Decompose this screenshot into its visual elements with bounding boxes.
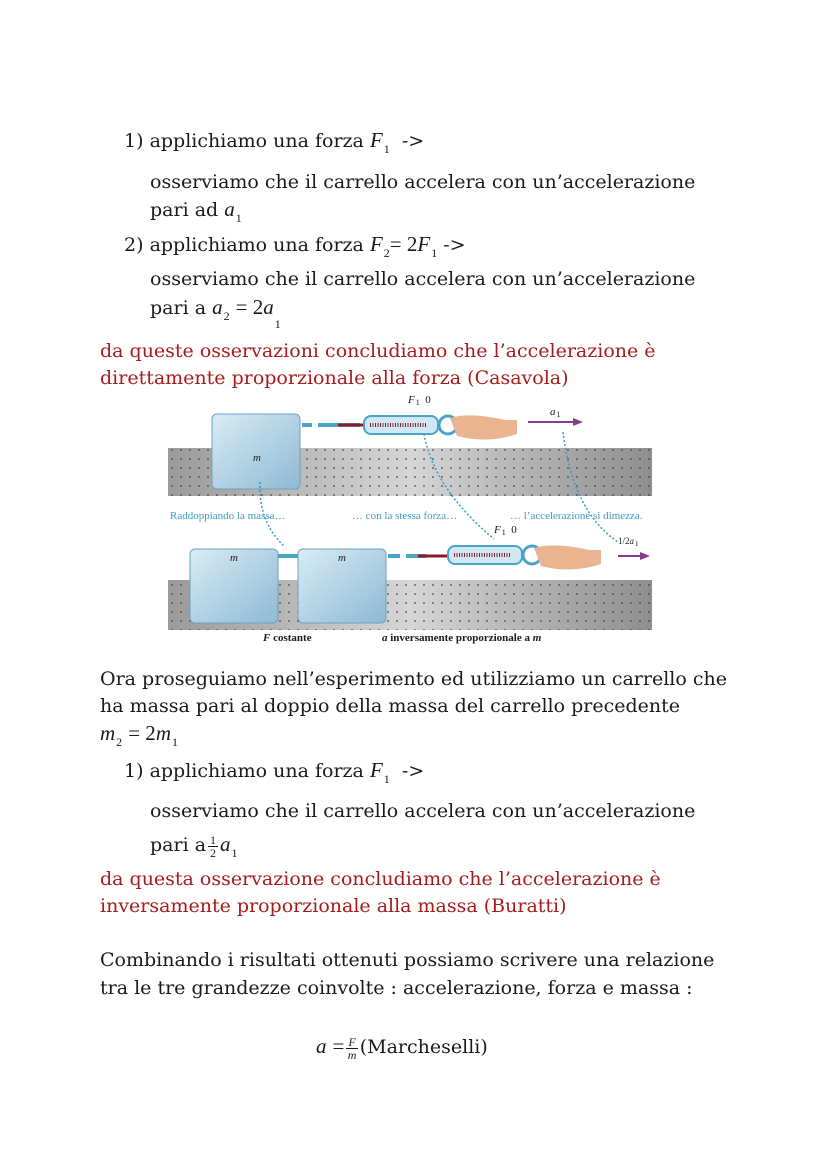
math-var: F [369,758,383,782]
accel-arrow-bottom [640,552,650,560]
step-number: 2) [124,234,144,256]
step-number: 1) [124,130,144,152]
math-sub: 2 [383,246,390,260]
observation-1: osserviamo che il carrello accelera con un’accelerazione [150,171,696,193]
text: pari a [150,297,207,319]
math-sub: 1 [231,846,238,860]
experiment-figure [168,392,652,642]
conclusion-1-line-2: direttamente proporzionale alla forza (Casavola) [100,367,569,389]
intro-line-2: ha massa pari al doppio della massa del carrello precedente [100,695,681,717]
math-var: a [263,295,274,319]
conclusion-2-line-2: inversamente proporzionale alla massa (Buratti) [100,895,567,917]
math-sub: 1 [383,142,390,156]
math-var: a [212,295,223,319]
math-var: F [369,232,383,256]
step-text: applichiamo una forza [149,760,364,782]
math-var: m [100,721,116,745]
observation-b: osserviamo che il carrello accelera con un’accelerazione [150,800,696,822]
accel-arrow-top [573,418,583,426]
step-1-b [124,757,424,786]
math-sub: 1 [383,772,390,786]
caption-mid: … con la stessa forza… [352,510,458,522]
step-text: applichiamo una forza [149,234,364,256]
math-sub: 2 [116,735,123,749]
math-sub: 1 [274,317,281,331]
mass-label-bottom-1: m [230,552,238,564]
hand-bottom [534,545,601,569]
math-var: F [369,128,383,152]
step-1 [124,127,424,156]
fraction-f-over-m: $\frac{F}{m}$ [347,1034,357,1062]
caption-f-constant: F costante [263,632,312,644]
accel-label-top: $a_1$ [550,406,561,419]
observation-2-value [150,294,281,331]
arrow: -> [443,234,466,256]
observation-2: osserviamo che il carrello accelera con un’accelerazione [150,268,696,290]
combine-line-1: Combinando i risultati ottenuti possiamo scrivere una relazione [100,949,715,971]
observation-1-value [150,196,242,225]
arrow: -> [401,130,425,152]
math-sub: 2 [223,309,230,323]
step-text: applichiamo una forza [149,130,364,152]
hand-top [450,415,517,439]
math-sub: 1 [235,211,242,225]
math-var: m [155,721,171,745]
math-var: a [220,832,231,856]
mass-label-top: m [253,452,261,464]
mass-equation [100,720,178,749]
combine-line-2: tra le tre grandezze coinvolte : accelerazione, forza e massa : [100,977,693,999]
half-accel-label: $1/2a_1$ [618,536,639,548]
mass-label-bottom-2: m [338,552,346,564]
formula [316,1033,488,1061]
formula-author: (Marcheselli) [359,1036,488,1058]
intro-line-1: Ora proseguiamo nell’esperimento ed utilizziamo un carrello che [100,668,727,690]
observation-b-value [150,831,238,860]
arrow: -> [401,760,425,782]
text: pari ad [150,199,219,221]
math-eq: = 2 [128,721,156,745]
force-label-bottom: $F_1$ 0 [494,524,517,537]
text: pari a [150,834,207,856]
math-var: a [224,197,235,221]
math-eq: = [332,1034,345,1058]
step-number: 1) [124,760,144,782]
force-label-top: $F_1$ 0 [408,394,431,407]
math-var: F [417,232,431,256]
step-2 [124,231,466,260]
math-sub: 1 [171,735,178,749]
conclusion-2-line-1: da questa osservazione concludiamo che l’accelerazione è [100,868,661,890]
caption-a-inverse: a inversamente proporzionale a m [382,632,542,644]
fraction-half: $\frac{1}{2}$ [210,832,217,860]
caption-right: … l’accelerazione si dimezza. [510,510,643,522]
math-sub: 1 [431,246,438,260]
math-eq: = 2 [235,295,264,319]
caption-left: Raddoppiando la massa… [170,510,286,522]
conclusion-1-line-1: da queste osservazioni concludiamo che l’accelerazione è [100,340,656,362]
math-var: a [316,1034,327,1058]
math-eq: = 2 [389,232,418,256]
